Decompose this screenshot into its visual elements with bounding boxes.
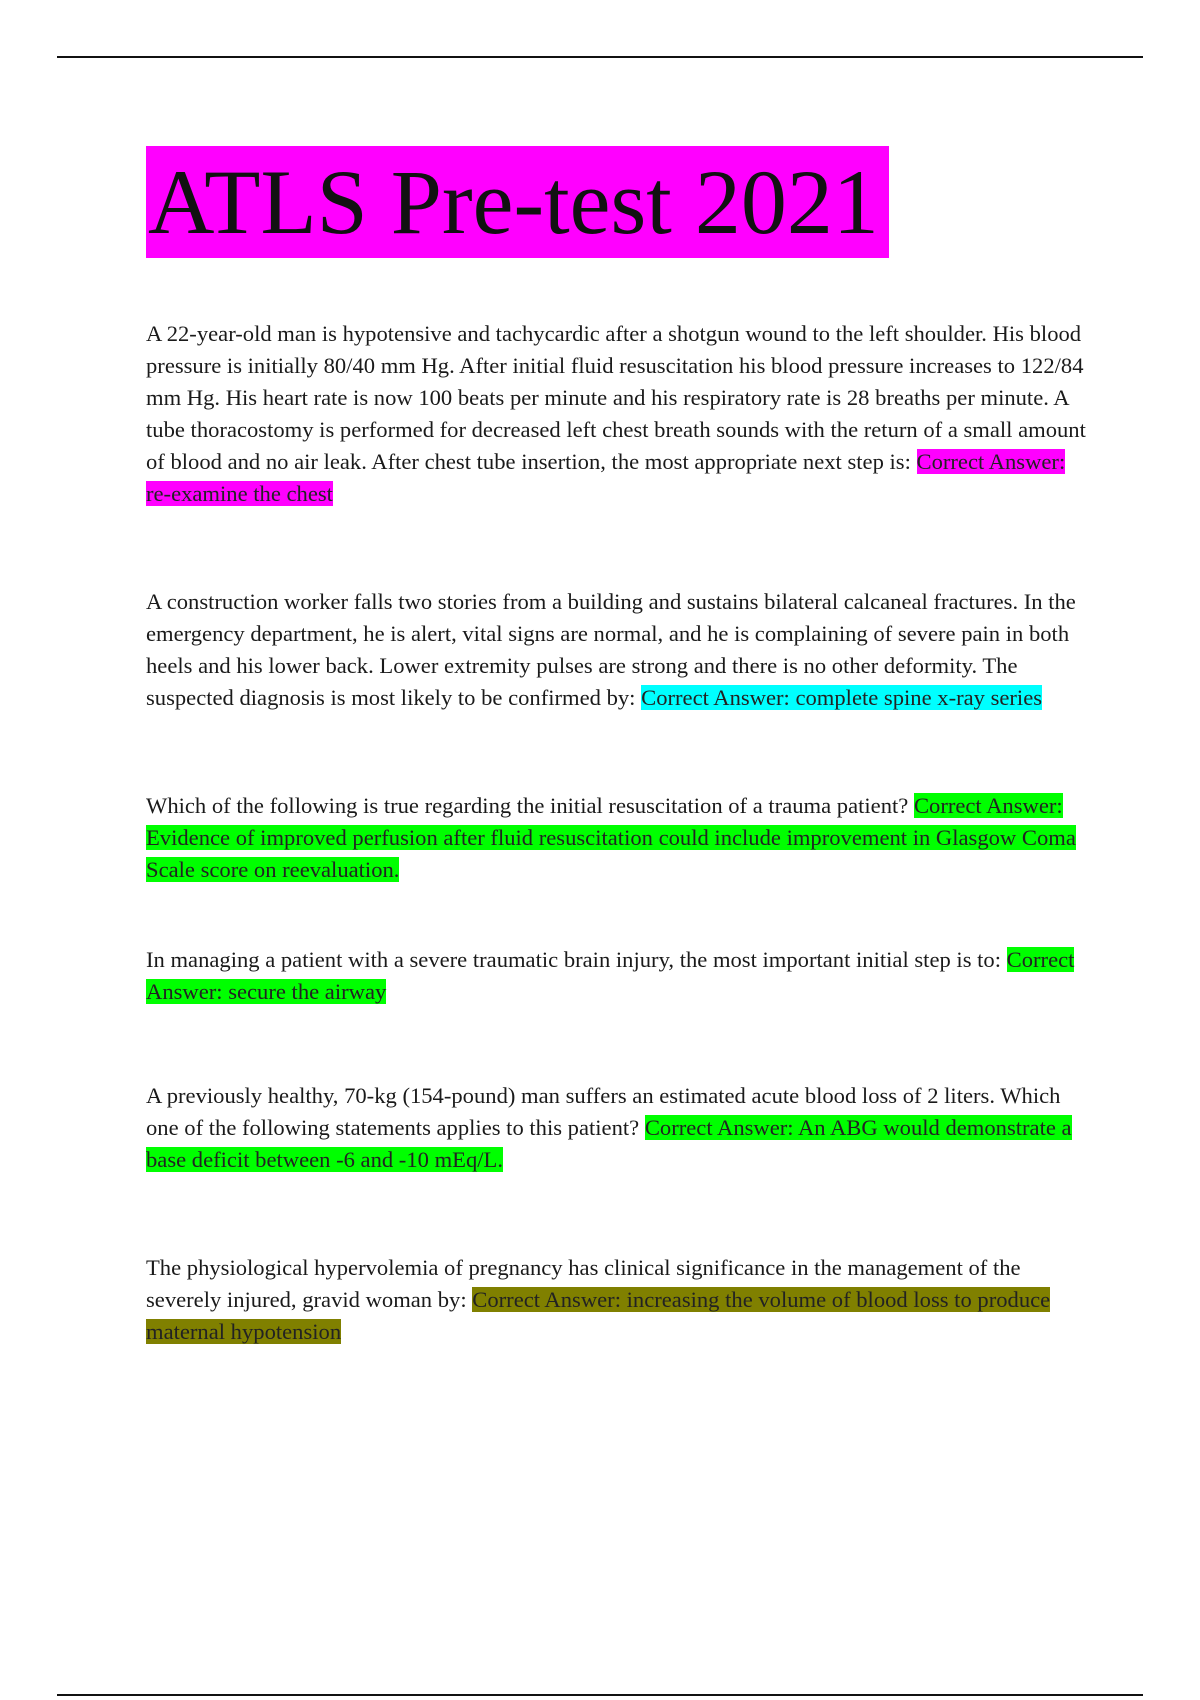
question-item bbox=[146, 1080, 1092, 1176]
question-list bbox=[146, 318, 1092, 1348]
question-item bbox=[146, 586, 1092, 714]
question-item bbox=[146, 1252, 1092, 1348]
answer-highlight: Correct Answer: secure the airway bbox=[146, 947, 1075, 1004]
question-text: A 22-year-old man is hypotensive and tachycardic after a shotgun wound to the left shoulder. His blood pressure is initially 80/40 mm Hg. After initial fluid resuscitation his blood pressure increases to 122/84 mm Hg. His heart rate is now 100 beats per minute and his respiratory rate is 28 breaths per minute. A tube thoracostomy is performed for decreased left chest breath sounds with the return of a small amount of blood and no air leak. After chest tube insertion, the most appropriate next step is: bbox=[146, 321, 1086, 474]
question-text: Which of the following is true regarding the initial resuscitation of a trauma patient? bbox=[146, 793, 909, 818]
question-text: A previously healthy, 70-kg (154-pound) man suffers an estimated acute blood loss of 2 liters. Which one of the following statements applies to this patient? bbox=[146, 1083, 1061, 1140]
answer-highlight: Correct Answer: re-examine the chest bbox=[146, 449, 1066, 506]
answer-highlight: Correct Answer: complete spine x-ray series bbox=[641, 685, 1043, 710]
title-block bbox=[146, 146, 889, 258]
question-text: The physiological hypervolemia of pregnancy has clinical significance in the management of the severely injured, gravid woman by: bbox=[146, 1255, 1021, 1312]
question-item bbox=[146, 318, 1092, 510]
question-item bbox=[146, 944, 1092, 1008]
answer-highlight: Correct Answer: increasing the volume of blood loss to produce maternal hypotension bbox=[146, 1287, 1051, 1344]
question-item bbox=[146, 790, 1092, 886]
top-rule bbox=[57, 56, 1143, 58]
answer-highlight: Correct Answer: An ABG would demonstrate a base deficit between -6 and -10 mEq/L. bbox=[146, 1115, 1072, 1172]
bottom-rule bbox=[57, 1694, 1143, 1696]
question-text: A construction worker falls two stories from a building and sustains bilateral calcaneal fractures. In the emergency department, he is alert, vital signs are normal, and he is complaining of severe pain in both heels and his lower back. Lower extremity pulses are strong and there is no other deformity. The suspected diagnosis is most likely to be confirmed by: bbox=[146, 589, 1076, 710]
answer-highlight: Correct Answer: Evidence of improved perfusion after fluid resuscitation could include improvement in Glasgow Coma Scale score on reevaluation. bbox=[146, 793, 1076, 882]
question-text: In managing a patient with a severe traumatic brain injury, the most important initial step is to: bbox=[146, 947, 1001, 972]
document-title: ATLS Pre-test 2021 bbox=[146, 146, 889, 258]
